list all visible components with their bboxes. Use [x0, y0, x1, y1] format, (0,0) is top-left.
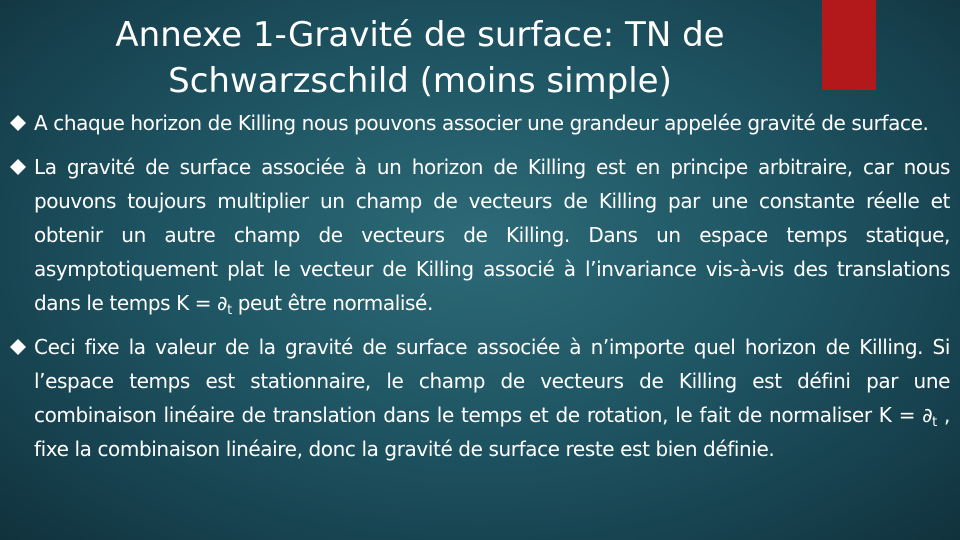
- subscript-t: t: [932, 415, 937, 430]
- bullet-item-1: [10, 106, 950, 140]
- slide-title: [60, 12, 780, 104]
- bullet-item-3: [10, 330, 950, 466]
- bullet-text-1: A chaque horizon de Killing nous pouvons associer une grandeur appelée gravité de surface.: [34, 111, 929, 135]
- diamond-bullet-icon: [10, 339, 26, 355]
- diamond-bullet-icon: [10, 115, 26, 131]
- bullet-text-3-end: , fixe la combinaison linéaire, donc la gravité de surface reste est bien définie.: [34, 403, 951, 461]
- bullet-list: [10, 106, 950, 476]
- accent-bar: [822, 0, 876, 90]
- diamond-bullet-icon: [10, 159, 26, 175]
- bullet-text-3: Ceci fixe la valeur de la gravité de surface associée à n’importe quel horizon de Killing. Si l’espace temps est stationnaire, le champ de vecteurs de Killing est défini par une combinaison linéaire de translation dans le temps et de rotation, le fait de normaliser K = ∂: [34, 335, 950, 427]
- bullet-text-2-end: peut être normalisé.: [231, 291, 433, 315]
- subscript-t: t: [227, 303, 232, 318]
- bullet-item-2: [10, 150, 950, 320]
- slide-title-line-1: Annexe 1-Gravité de surface: TN de: [115, 15, 725, 55]
- bullet-text-2: La gravité de surface associée à un horizon de Killing est en principe arbitraire, car nous pouvons toujours multiplier un champ de vecteurs de Killing par une constante réelle et obtenir un autre champ de vecteurs de Killing. Dans un espace temps statique, asymptotiquement plat le vecteur de Killing associé à l’invariance vis-à-vis des translations dans le temps K = ∂: [34, 155, 950, 315]
- slide-title-line-2: Schwarzschild (moins simple): [168, 61, 672, 101]
